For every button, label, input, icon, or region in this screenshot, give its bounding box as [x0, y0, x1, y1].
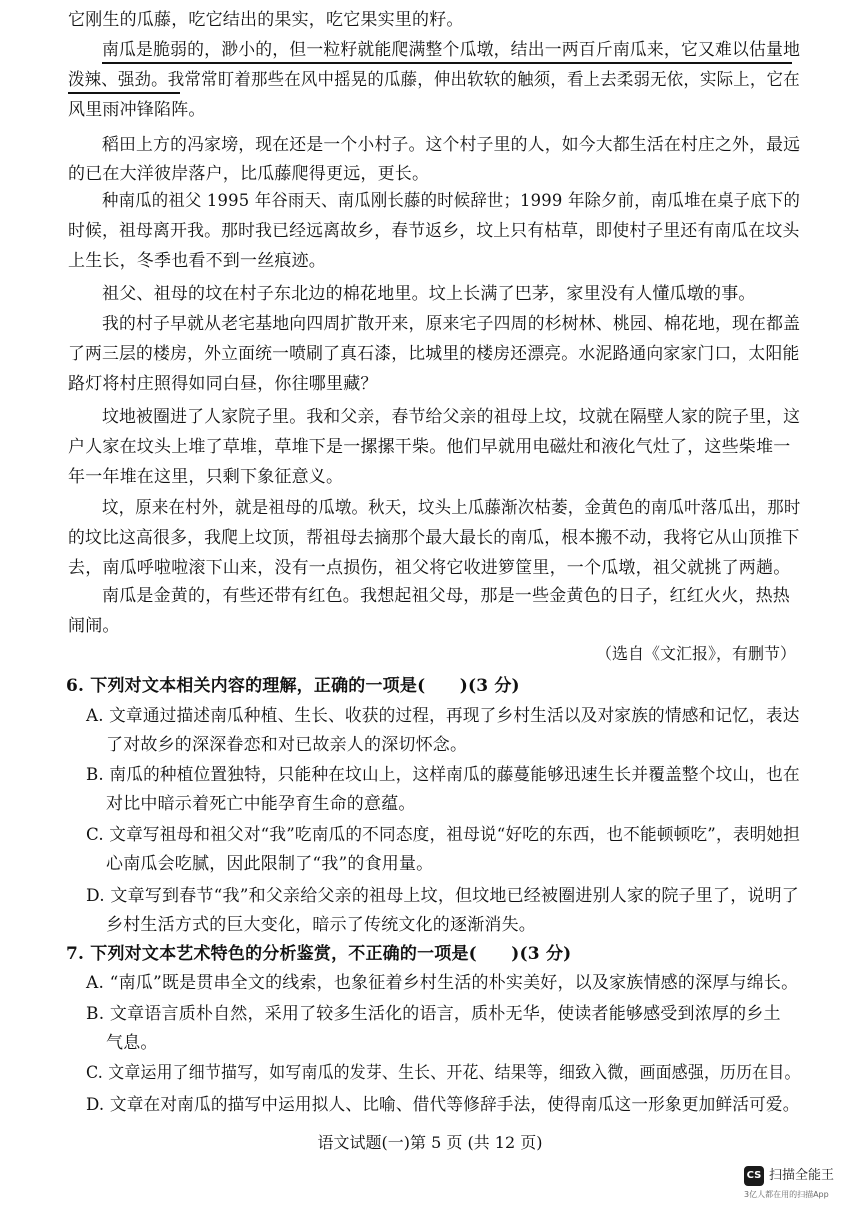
passage-line: 户人家在坟头上堆了草堆，草堆下是一摞摞干柴。他们早就用电磁灶和液化气灶了，这些柴堆一 — [68, 437, 791, 457]
watermark-tagline: 3亿人都在用的扫描App — [744, 1190, 829, 1199]
q7-option-c: C. 文章运用了细节描写，如写南瓜的发芽、生长、开花、结果等，细致入微，画面感强，历历在目。 — [86, 1063, 801, 1083]
passage-line: 风里雨冲锋陷阵。 — [68, 100, 206, 120]
question-7-stem: 7. 下列对文本艺术特色的分析鉴赏，不正确的一项是( )(3 分) — [66, 944, 572, 964]
camscanner-logo-icon: CS — [744, 1166, 764, 1186]
page-footer: 语文试题(一)第 5 页 (共 12 页) — [317, 1133, 543, 1152]
passage-line: 稻田上方的冯家塝，现在还是一个小村子。这个村子里的人，如今大都生活在村庄之外，最远 — [102, 135, 801, 155]
passage-line: 的坟比这高很多，我爬上坟顶，帮祖母去摘那个最大最长的南瓜，根本搬不动，我将它从山顶推下 — [68, 528, 800, 548]
q6-option-b-cont: 对比中暗示着死亡中能孕育生命的意蕴。 — [106, 794, 416, 814]
underline-mark — [102, 62, 792, 64]
passage-line: 上生长，冬季也看不到一丝痕迹。 — [68, 251, 326, 271]
passage-line: 坟地被圈进了人家院子里。我和父亲，春节给父亲的祖母上坟，坟就在隔壁人家的院子里，这 — [102, 407, 801, 427]
question-6-stem: 6. 下列对文本相关内容的理解，正确的一项是( )(3 分) — [66, 676, 520, 696]
q6-option-c: C. 文章写祖母和祖父对“我”吃南瓜的不同态度，祖母说“好吃的东西，也不能顿顿吃”，表明她担 — [86, 825, 801, 845]
passage-line: 年一年堆在这里，只剩下象征意义。 — [68, 467, 344, 487]
scanner-watermark — [744, 1166, 854, 1206]
q6-option-a-cont: 了对故乡的深深眷恋和对已故亲人的深切怀念。 — [106, 735, 468, 755]
passage-line: 南瓜是金黄的，有些还带有红色。我想起祖父母，那是一些金黄色的日子，红红火火，热热 — [102, 586, 790, 606]
q6-option-a: A. 文章通过描述南瓜种植、生长、收获的过程，再现了乡村生活以及对家族的情感和记忆，表达 — [86, 706, 800, 726]
watermark-app-name: 扫描全能王 — [769, 1168, 835, 1183]
underline-mark — [68, 92, 180, 94]
passage-line: 泼辣、强劲。我常常盯着那些在风中摇晃的瓜藤，伸出软软的触须，看上去柔弱无依，实际上，它在 — [68, 70, 800, 90]
q6-option-d: D. 文章写到春节“我”和父亲给父亲的祖母上坟，但坟地已经被圈进别人家的院子里了，说明了 — [86, 886, 800, 906]
passage-line: 种南瓜的祖父 1995 年谷雨天、南瓜刚长藤的时候辞世；1999 年除夕前，南瓜堆在桌子底下的 — [102, 191, 801, 211]
passage-line: 的已在大洋彼岸落户，比瓜藤爬得更远，更长。 — [68, 164, 430, 184]
passage-line: 时候，祖母离开我。那时我已经远离故乡，春节返乡，坟上只有枯草，即使村子里还有南瓜在坟头 — [68, 221, 800, 241]
passage-line: 路灯将村庄照得如同白昼，你往哪里藏？ — [68, 374, 378, 394]
q6-option-c-cont: 心南瓜会吃腻，因此限制了“我”的食用量。 — [106, 854, 434, 874]
passage-line: 去，南瓜呼啦啦滚下山来，没有一点损伤，祖父将它收进箩筐里，一个瓜墩，祖父就挑了两趟。 — [68, 558, 791, 578]
passage-line: 南瓜是脆弱的，渺小的，但一粒籽就能爬满整个瓜墩，结出一两百斤南瓜来，它又难以估量地 — [102, 40, 801, 60]
q7-option-b-cont: 气息。 — [106, 1033, 158, 1053]
q6-option-d-cont: 乡村生活方式的巨大变化，暗示了传统文化的逐渐消失。 — [106, 915, 536, 935]
passage-line: 我的村子早就从老宅基地向四周扩散开来，原来宅子四周的杉树林、桃园、棉花地，现在都盖 — [102, 314, 801, 334]
passage-line: 了两三层的楼房，外立面统一喷刷了真石漆，比城里的楼房还漂亮。水泥路通向家家门口，太阳能 — [68, 344, 800, 364]
q7-option-b: B. 文章语言质朴自然，采用了较多生活化的语言，质朴无华，使读者能够感受到浓厚的乡土 — [86, 1004, 781, 1024]
passage-line: 坟，原来在村外，就是祖母的瓜墩。秋天，坟头上瓜藤渐次枯萎，金黄色的南瓜叶落瓜出，那时 — [102, 498, 801, 518]
q7-option-a: A. “南瓜”既是贯串全文的线索，也象征着乡村生活的朴实美好，以及家族情感的深厚与绵长。 — [86, 973, 799, 993]
q7-option-d: D. 文章在对南瓜的描写中运用拟人、比喻、借代等修辞手法，使得南瓜这一形象更加鲜活可爱。 — [86, 1095, 800, 1115]
passage-line: 闹闹。 — [68, 616, 120, 636]
passage-line: 祖父、祖母的坟在村子东北边的棉花地里。坟上长满了巴茅，家里没有人懂瓜墩的事。 — [102, 284, 756, 304]
q6-option-b: B. 南瓜的种植位置独特，只能种在坟山上，这样南瓜的藤蔓能够迅速生长并覆盖整个坟山，也在 — [86, 765, 800, 785]
passage-line: 它刚生的瓜藤，吃它结出的果实，吃它果实里的籽。 — [68, 10, 464, 30]
source-note: （选自《文汇报》，有删节） — [595, 644, 796, 663]
